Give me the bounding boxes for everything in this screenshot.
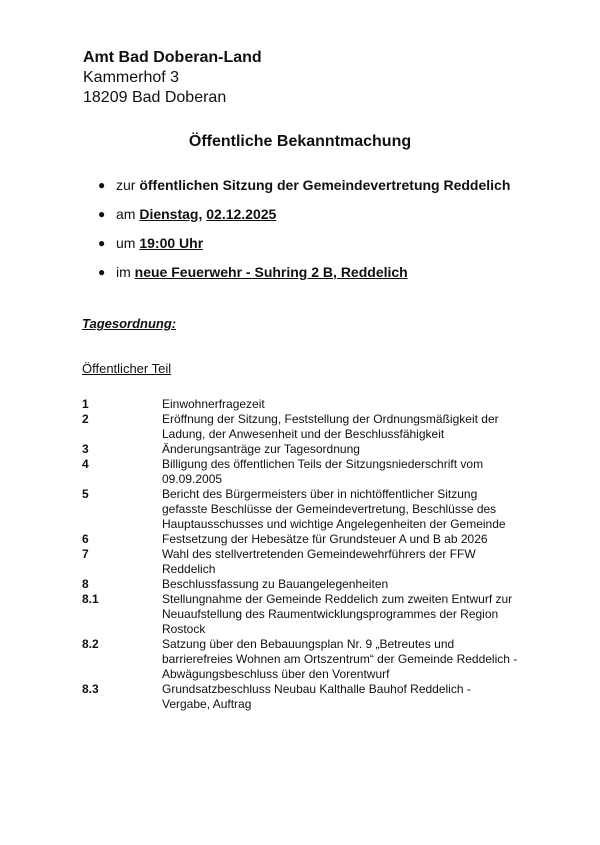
agenda-item [82, 397, 522, 412]
agenda-item [82, 412, 522, 442]
agenda-list [82, 397, 522, 712]
agenda-item [82, 682, 522, 712]
agenda-item-number: 8.2 [82, 637, 99, 651]
bullet-icon: ● [98, 207, 106, 221]
agenda-item-text: Stellungnahme der Gemeinde Reddelich zum zweiten Entwurf zur Neuaufstellung des Raumentwicklungsprogrammes der Region Rostock [162, 592, 513, 636]
agenda-item-text: Festsetzung der Hebesätze für Grundsteuer A und B ab 2026 [162, 532, 488, 546]
agenda-item [82, 532, 522, 547]
agenda-item [82, 577, 522, 592]
meeting-details [98, 177, 518, 293]
agenda-item-number: 1 [82, 397, 89, 411]
agenda-item-number: 7 [82, 547, 89, 561]
agenda-item-text: Bericht des Bürgermeisters über in nichtöffentlicher Sitzung gefasste Beschlüsse der Gemeindevertretung, Beschlüsse des Hauptausschusses und wichtige Angelegenheiten der Gemeinde [162, 487, 506, 531]
location-prefix: im [116, 264, 131, 280]
agenda-item [82, 547, 522, 577]
public-part-heading: Öffentlicher Teil [82, 361, 172, 376]
agenda-item [82, 592, 522, 637]
agenda-item-number: 3 [82, 442, 89, 456]
agenda-item-number: 6 [82, 532, 89, 546]
meeting-time: 19:00 Uhr [139, 235, 204, 251]
agenda-item-number: 2 [82, 412, 89, 426]
agenda-item-text: Eröffnung der Sitzung, Feststellung der Ordnungsmäßigkeit der Ladung, der Anwesenheit und der Beschlussfähigkeit [162, 412, 499, 441]
agenda-heading: Tagesordnung: [82, 316, 177, 331]
meeting-name: öffentlichen Sitzung der Gemeindevertretung Reddelich [139, 177, 511, 193]
bullet-icon: ● [98, 236, 106, 250]
meeting-date: 02.12.2025 [206, 206, 277, 222]
meeting-prefix: zur [116, 177, 136, 193]
meeting-type-item [98, 177, 518, 194]
sender-name: Amt Bad Doberan-Land [83, 49, 262, 66]
agenda-item-text: Änderungsanträge zur Tagesordnung [162, 442, 360, 456]
agenda-item [82, 442, 522, 457]
agenda-item-number: 8 [82, 577, 89, 591]
agenda-item-text: Einwohnerfragezeit [162, 397, 265, 411]
agenda-item-number: 5 [82, 487, 89, 501]
agenda-item-number: 8.3 [82, 682, 99, 696]
sender-city: 18209 Bad Doberan [83, 89, 227, 106]
agenda-item-text: Billigung des öffentlichen Teils der Sitzungsniederschrift vom 09.09.2005 [162, 457, 484, 486]
time-prefix: um [116, 235, 136, 251]
page-title: Öffentliche Bekanntmachung [188, 133, 412, 150]
meeting-date-item: ● am Dienstag, 02.12.2025 [98, 206, 277, 222]
meeting-time-item [98, 235, 518, 252]
agenda-item [82, 637, 522, 682]
agenda-item-text: Wahl des stellvertretenden Gemeindewehrführers der FFW Reddelich [162, 547, 476, 576]
agenda-item [82, 457, 522, 487]
bullet-icon: ● [98, 265, 106, 279]
agenda-item-number: 8.1 [82, 592, 99, 606]
meeting-weekday: Dienstag [139, 206, 199, 222]
sender-address [83, 48, 262, 108]
agenda-item-text: Satzung über den Bebauungsplan Nr. 9 „Betreutes und barrierefreies Wohnen am Ortszentrum“ der Gemeinde Reddelich - Abwägungsbeschluss über den Vorentwurf [162, 637, 518, 681]
bullet-icon: ● [98, 178, 106, 192]
agenda-item-text: Grundsatzbeschluss Neubau Kalthalle Bauhof Reddelich - Vergabe, Auftrag [162, 682, 471, 711]
date-prefix: am [116, 206, 136, 222]
meeting-location: neue Feuerwehr - Suhring 2 B, Reddelich [134, 264, 408, 280]
meeting-location-item [98, 264, 518, 281]
agenda-item [82, 487, 522, 532]
sender-street: Kammerhof 3 [83, 69, 180, 86]
agenda-item-text: Beschlussfassung zu Bauangelegenheiten [162, 577, 389, 591]
agenda-item-number: 4 [82, 457, 89, 471]
